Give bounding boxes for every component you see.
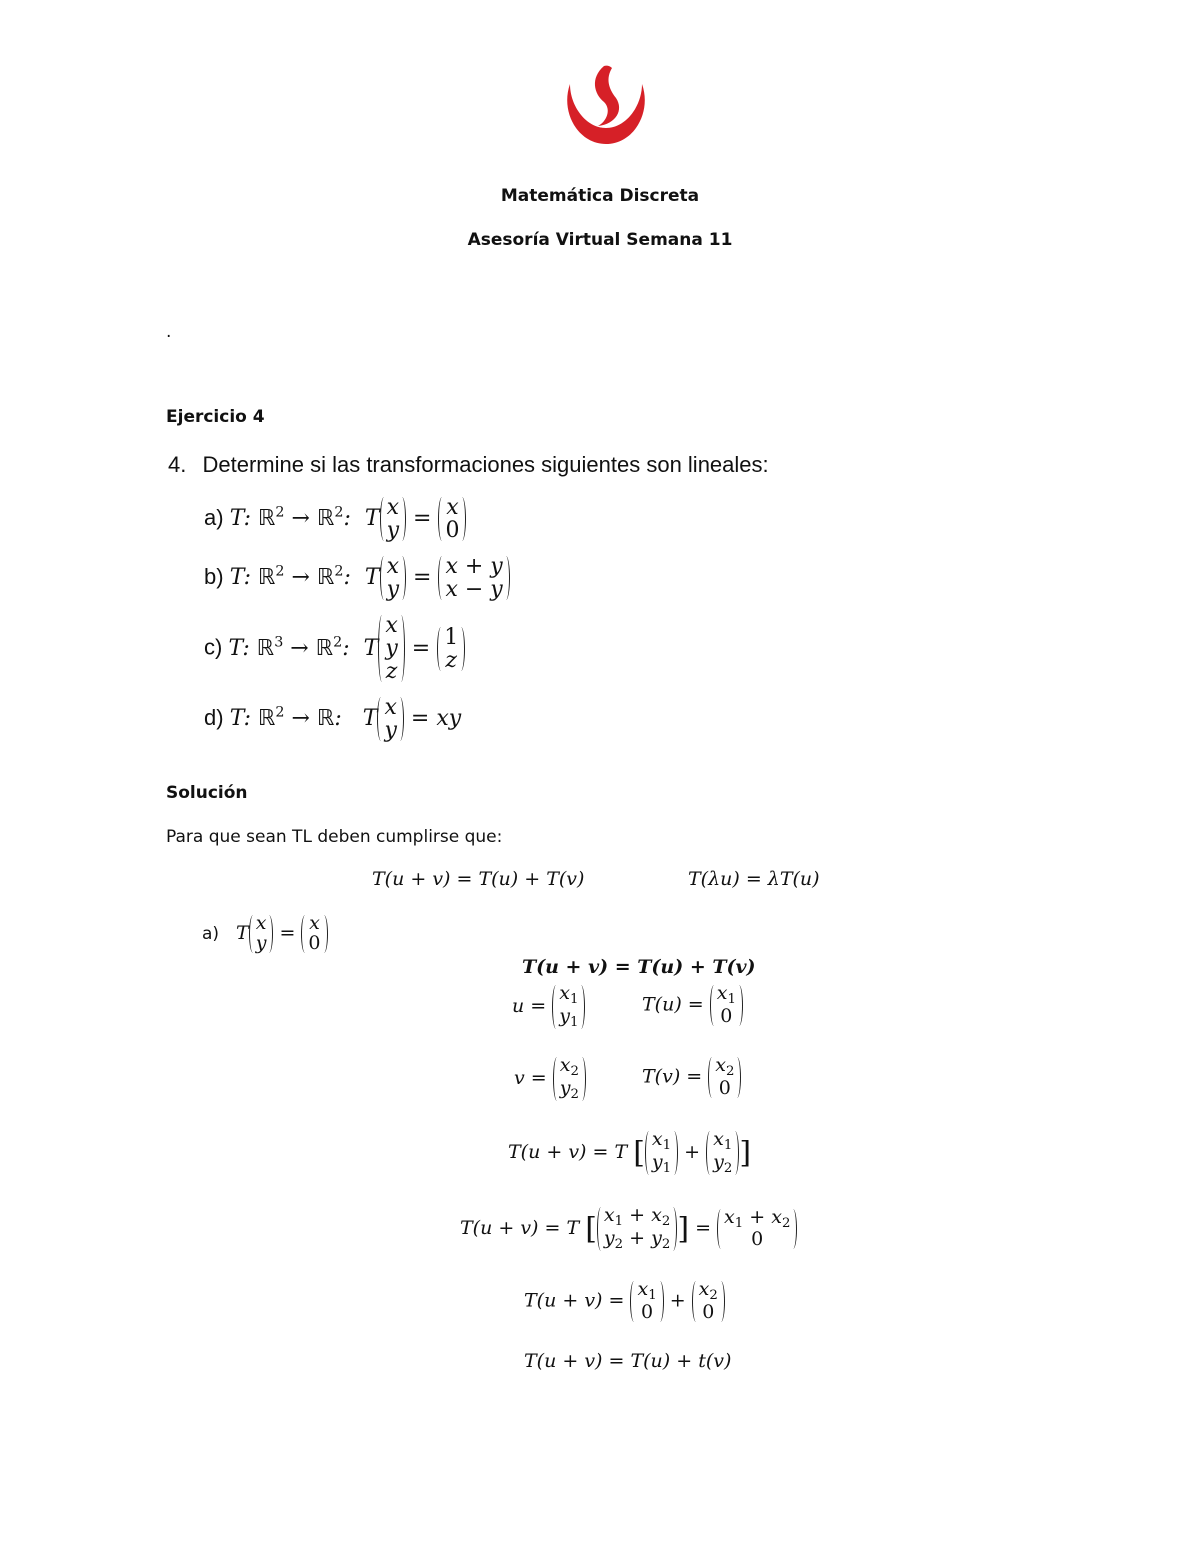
exercise-item-c	[204, 614, 465, 683]
part-a-label: a)	[202, 924, 220, 944]
item-c-label: c)	[204, 634, 223, 660]
u-definition: u = $x_1$ $y_1$	[512, 984, 585, 1030]
part-a-definition: T x y = x 0	[236, 914, 328, 954]
session-title: Asesoría Virtual Semana 11	[467, 230, 733, 250]
university-logo	[560, 62, 652, 146]
item-d-formula: T: ℝ$^2$ → ℝ: T x y = xy	[229, 695, 462, 744]
course-title: Matemática Discreta	[500, 186, 700, 206]
exercise-statement-text: Determine si las transformaciones siguientes son lineales:	[202, 452, 769, 477]
solution-intro: Para que sean TL deben cumplirse que:	[166, 827, 503, 847]
item-b-formula: T: ℝ$^2$ → ℝ$^2$: T x y = x + y x − y	[230, 565, 510, 590]
item-a-label: a)	[204, 505, 224, 531]
sum-step-1: T(u + v) = T [ $x_1$ $y_1$ + $x_1$ $y_2$ ]	[508, 1128, 752, 1176]
exercise-statement	[168, 452, 769, 478]
item-b-label: b)	[204, 564, 224, 590]
exercise-number: 4.	[168, 452, 187, 477]
stray-dot: .	[166, 322, 172, 342]
Tv-definition: T(v) = $x_2$ 0	[642, 1056, 741, 1099]
additivity-heading: T(u + v) = T(u) + T(v)	[522, 956, 756, 978]
additivity-condition: T(u + v) = T(u) + T(v)	[372, 868, 585, 890]
item-a-formula: T: ℝ$^2$ → ℝ$^2$: T x y = x 0	[230, 506, 467, 531]
homogeneity-condition: T(λu) = λT(u)	[688, 868, 820, 890]
Tu-definition: T(u) = $x_1$ 0	[642, 984, 743, 1027]
item-c-formula: T: ℝ$^3$ → ℝ$^2$: T x y z = 1 z	[228, 636, 465, 661]
sum-step-3: T(u + v) = $x_1$ 0 + $x_2$ 0	[524, 1280, 725, 1323]
item-d-label: d)	[204, 705, 224, 731]
exercise-item-a	[204, 496, 466, 542]
exercise-title: Ejercicio 4	[166, 407, 265, 427]
exercise-item-b	[204, 555, 510, 601]
solution-title: Solución	[166, 783, 248, 803]
sum-step-2: T(u + v) = T [ $x_1 + x_2$ $y_2 + y_2$ ] = $x_1 + x_2$ 0	[460, 1206, 797, 1252]
v-definition: v = $x_2$ $y_2$	[514, 1056, 586, 1102]
exercise-item-d	[204, 696, 461, 742]
sum-conclusion: T(u + v) = T(u) + t(v)	[524, 1350, 732, 1372]
